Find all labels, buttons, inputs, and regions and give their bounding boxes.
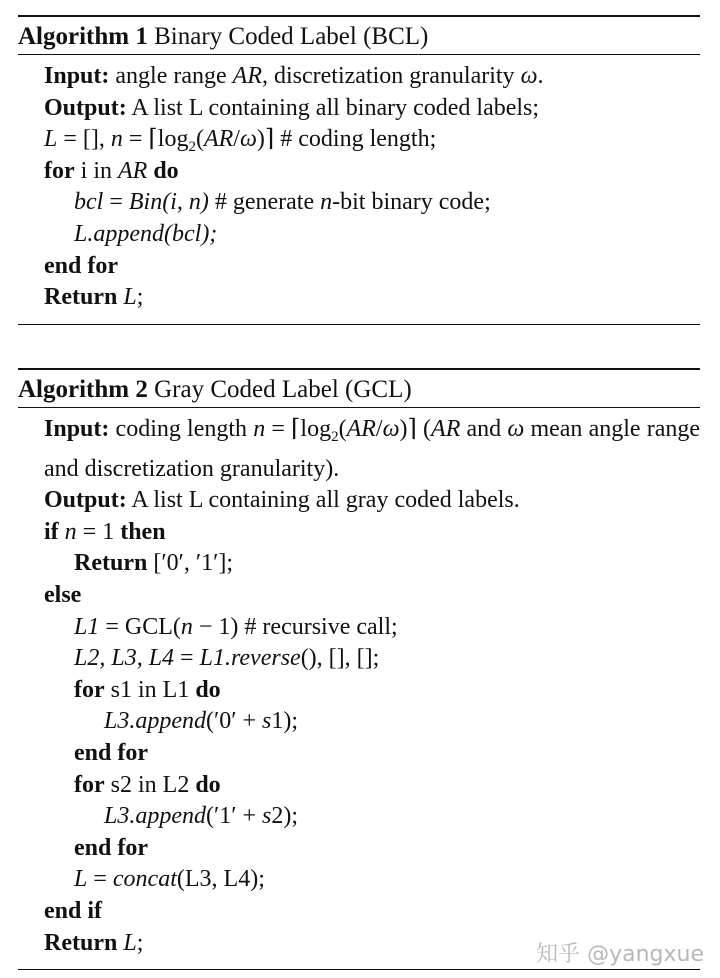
input-line: Input: coding length $n = ⌈\log_2(AR/\omega)⌉$ (AR and ω mean angle range and discretization granularity).: [44, 416, 701, 482]
algorithm-2-caption: [18, 370, 700, 407]
watermark: 知乎 @yangxue: [536, 942, 704, 967]
algorithm-1-body: [18, 55, 700, 324]
return-line: Return L;: [44, 284, 144, 311]
for-s1-line: for s1 in L1 do: [74, 676, 221, 703]
append-line: L.append(bcl);: [74, 220, 218, 247]
bcl-line: bcl = Bin(i, n) # generate n-bit binary code;: [74, 189, 491, 216]
bottom-rule: [18, 969, 700, 970]
if-line: if n = 1 then: [44, 518, 166, 545]
end-for-line: end for: [44, 252, 118, 279]
end-if-line: end if: [44, 897, 103, 924]
end-for-2-line: end for: [74, 834, 148, 861]
for-line: for i in AR do: [44, 157, 179, 184]
append-0-line: L3.append(′0′ + s1);: [104, 708, 299, 735]
algorithm-1-block: [18, 15, 700, 325]
output-line: Output: A list L containing all binary coded labels;: [44, 94, 540, 121]
init-line: L = [], $n = ⌈\log_2(AR/\omega)⌉$ # coding length;: [44, 126, 437, 156]
output-line: Output: A list L containing all gray coded labels.: [44, 487, 520, 514]
concat-line: L = concat(L3, L4);: [74, 866, 265, 893]
input-line: Input: angle range AR, discretization granularity ω.: [44, 63, 544, 89]
reverse-line: L2, L3, L4 = L1.reverse(), [], [];: [74, 645, 380, 672]
bottom-rule: [18, 324, 700, 325]
caption-label: Algorithm 2: [18, 376, 148, 403]
algorithm-2-block: [18, 368, 700, 970]
caption-label: Algorithm 1: [18, 23, 148, 50]
caption-title: Gray Coded Label (GCL): [154, 376, 412, 403]
return-base-line: Return [′0′, ′1′];: [74, 550, 233, 577]
caption-title: Binary Coded Label (BCL): [154, 23, 429, 50]
algorithm-1-caption: [18, 17, 700, 54]
for-s2-line: for s2 in L2 do: [74, 771, 221, 798]
end-for-1-line: end for: [74, 739, 148, 766]
algorithm-2-body: [18, 408, 700, 969]
recursive-call-line: L1 = GCL(n − 1) # recursive call;: [74, 613, 398, 640]
final-return-line: Return L;: [44, 929, 144, 956]
else-line: else: [44, 581, 82, 608]
append-1-line: L3.append(′1′ + s2);: [104, 803, 299, 830]
